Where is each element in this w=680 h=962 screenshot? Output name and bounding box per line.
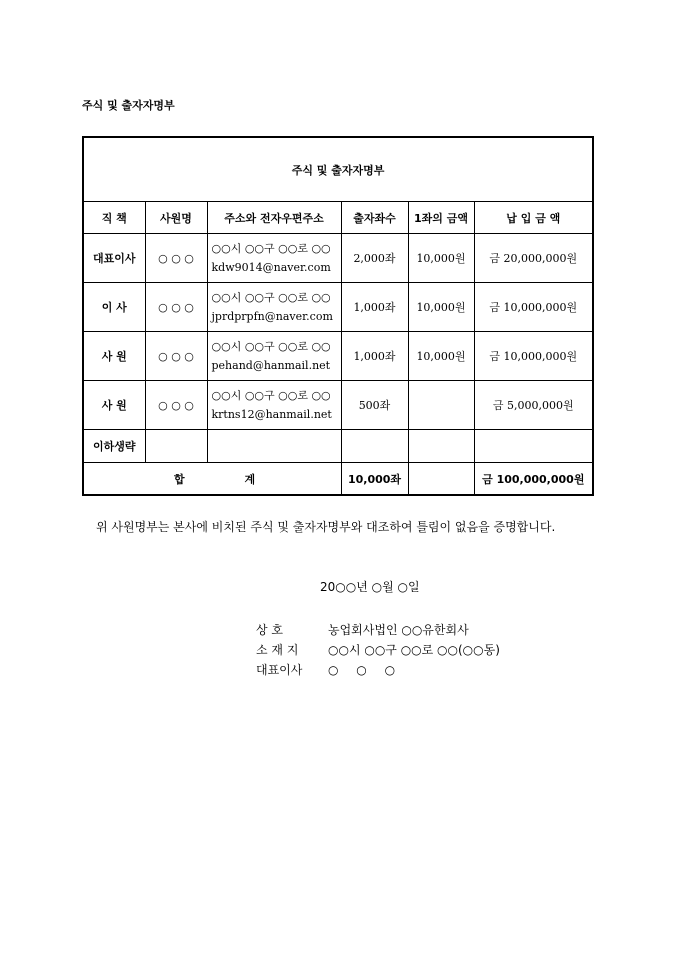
- row-paid-amount: 금 20,000,000원: [474, 234, 593, 283]
- table-row: [83, 332, 593, 381]
- shareholder-register-table: [82, 136, 594, 496]
- row-shares: 1,000좌: [341, 332, 408, 381]
- company-value: 농업회사법인 ○○유한회사: [328, 623, 469, 637]
- row-address: [207, 234, 341, 283]
- header-position: 직 책: [83, 202, 145, 234]
- row-position: 대표이사: [83, 234, 145, 283]
- omitted-row: [83, 430, 593, 463]
- row-address: [207, 332, 341, 381]
- signature-ceo: [256, 661, 395, 678]
- row-name: ○ ○ ○: [145, 381, 207, 430]
- address-line: ○○시 ○○구 ○○로 ○○: [211, 242, 331, 255]
- row-unit-price: [408, 381, 474, 430]
- empty-cell: [474, 430, 593, 463]
- ceo-value: ○ ○ ○: [328, 663, 396, 677]
- table-title: 주식 및 출자자명부: [83, 137, 593, 202]
- location-label: 소 재 지: [256, 643, 299, 657]
- row-shares: 2,000좌: [341, 234, 408, 283]
- row-address: [207, 283, 341, 332]
- row-address: [207, 381, 341, 430]
- email-line: jprdprpfn@naver.com: [211, 310, 333, 323]
- row-shares: 500좌: [341, 381, 408, 430]
- empty-cell: [145, 430, 207, 463]
- row-unit-price: 10,000원: [408, 332, 474, 381]
- row-name: ○ ○ ○: [145, 283, 207, 332]
- location-value: ○○시 ○○구 ○○로 ○○(○○동): [328, 643, 500, 657]
- empty-cell: [207, 430, 341, 463]
- email-line: kdw9014@naver.com: [211, 261, 331, 274]
- total-label: [83, 463, 341, 496]
- total-label-a: 합: [174, 472, 185, 486]
- omitted-label: 이하생략: [83, 430, 145, 463]
- address-line: ○○시 ○○구 ○○로 ○○: [211, 389, 331, 402]
- ceo-label: 대표이사: [256, 663, 303, 677]
- empty-cell: [408, 463, 474, 496]
- header-shares: 출자좌수: [341, 202, 408, 234]
- empty-cell: [408, 430, 474, 463]
- total-paid-amount: 금 100,000,000원: [474, 463, 593, 496]
- total-row: [83, 463, 593, 496]
- header-unit-price: 1좌의 금액: [408, 202, 474, 234]
- email-line: krtns12@hanmail.net: [211, 408, 332, 421]
- row-paid-amount: 금 10,000,000원: [474, 283, 593, 332]
- email-line: pehand@hanmail.net: [211, 359, 331, 372]
- row-position: 사 원: [83, 381, 145, 430]
- total-label-b: 계: [244, 472, 256, 486]
- row-unit-price: 10,000원: [408, 234, 474, 283]
- table-row: [83, 234, 593, 283]
- row-unit-price: 10,000원: [408, 283, 474, 332]
- header-name: 사원명: [145, 202, 207, 234]
- table-header-row: [83, 202, 593, 234]
- row-paid-amount: 금 10,000,000원: [474, 332, 593, 381]
- signature-location: [256, 641, 500, 658]
- row-name: ○ ○ ○: [145, 332, 207, 381]
- empty-cell: [341, 430, 408, 463]
- document-date: 20○○년 ○월 ○일: [320, 580, 420, 594]
- address-line: ○○시 ○○구 ○○로 ○○: [211, 291, 331, 304]
- row-shares: 1,000좌: [341, 283, 408, 332]
- company-label: 상 호: [256, 623, 283, 637]
- row-position: 이 사: [83, 283, 145, 332]
- signature-company: [256, 621, 469, 638]
- header-address: 주소와 전자우편주소: [207, 202, 341, 234]
- address-line: ○○시 ○○구 ○○로 ○○: [211, 340, 331, 353]
- row-paid-amount: 금 5,000,000원: [474, 381, 593, 430]
- certification-text: 위 사원명부는 본사에 비치된 주식 및 출자자명부와 대조하여 틀림이 없음을 증명합니다.: [96, 520, 556, 534]
- table-row: [83, 381, 593, 430]
- row-position: 사 원: [83, 332, 145, 381]
- header-paid-amount: 납 입 금 액: [474, 202, 593, 234]
- row-name: ○ ○ ○: [145, 234, 207, 283]
- total-shares: 10,000좌: [341, 463, 408, 496]
- document-heading: 주식 및 출자자명부: [82, 99, 175, 112]
- table-row: [83, 283, 593, 332]
